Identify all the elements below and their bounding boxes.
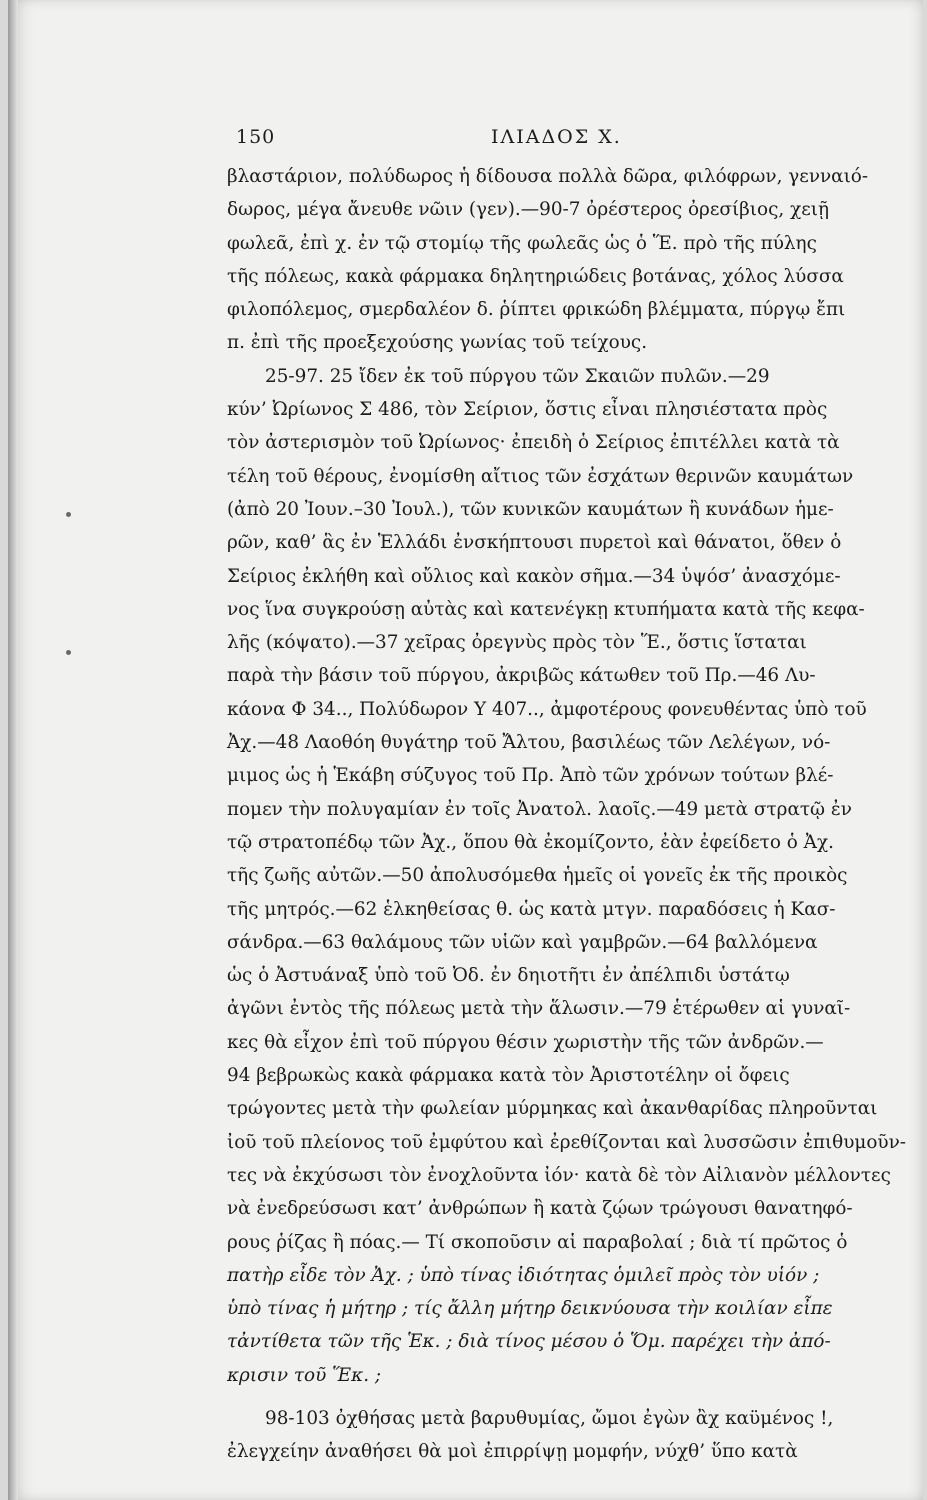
text-line: τέλη τοῦ θέρους, ἐνομίσθη αἴτιος τῶν ἐσχάτων θερινῶν καυμάτων: [227, 465, 854, 487]
text-line: ἰοῦ τοῦ πλείονος τοῦ ἐμφύτου καὶ ἐρεθίζονται καὶ λυσσῶσιν ἐπιθυμοῦν-: [227, 1131, 906, 1153]
text-line: σάνδρα.—63 θαλάμους τῶν υἱῶν καὶ γαμβρῶν.—64 βαλλόμενα: [227, 931, 818, 953]
text-line: πομεν τὴν πολυγαμίαν ἐν τοῖς Ἀνατολ. λαοῖς.—49 μετὰ στρατῷ ἐν: [227, 798, 852, 820]
text-line: (ἀπὸ 20 Ἰουν.–30 Ἰουλ.), τῶν κυνικῶν καυμάτων ἢ κυνάδων ἡμε-: [227, 498, 834, 520]
page-number: 150: [236, 126, 276, 148]
text-line: Σείριος ἐκλήθη καὶ οὔλιος καὶ κακὸν σῆμα.—34 ὑψόσ’ ἀνασχόμε-: [227, 565, 841, 587]
text-line: τῆς πόλεως, κακὰ φάρμακα δηλητηριώδεις βοτάνας, χόλος λύσσα: [227, 265, 844, 287]
text-line: ὑπὸ τίνας ἡ μήτηρ ; τίς ἄλλη μήτηρ δεικνύουσα τὴν κοιλίαν εἶπε: [227, 1298, 833, 1320]
book-page: [8, 0, 923, 1500]
text-line: π. ἐπὶ τῆς προεξεχούσης γωνίας τοῦ τείχους.: [227, 332, 648, 354]
text-line: ρῶν, καθ’ ἃς ἐν Ἑλλάδι ἐνσκήπτουσι πυρετοὶ καὶ θάνατοι, ὅθεν ὁ: [227, 532, 842, 554]
text-line: 94 βεβρωκὼς κακὰ φάρμακα κατὰ τὸν Ἀριστοτέλην οἱ ὄφεις: [227, 1065, 790, 1087]
print-speck: [66, 650, 71, 655]
text-line: δωρος, μέγα ἄνευθε νῶιν (γεν).—90-7 ὀρέστερος ὀρεσίβιος, χειῇ: [227, 199, 829, 221]
text-line: 25-97. 25 ἴδεν ἐκ τοῦ πύργου τῶν Σκαιῶν πυλῶν.—29: [265, 365, 770, 387]
text-line: κες θὰ εἶχον ἐπὶ τοῦ πύργου θέσιν χωριστὴν τῆς τῶν ἀνδρῶν.—: [227, 1031, 824, 1053]
page-binding-edge: [8, 0, 18, 1500]
text-line: κύν’ Ὠρίωνος Σ 486, τὸν Σείριον, ὅστις εἶναι πλησιέστατα πρὸς: [227, 399, 828, 421]
text-line: τὸν ἀστερισμὸν τοῦ Ὠρίωνος· ἐπειδὴ ὁ Σείριος ἐπιτέλλει κατὰ τὰ: [227, 432, 840, 454]
text-line: ὡς ὁ Ἀστυάναξ ὑπὸ τοῦ Ὀδ. ἐν δηιοτῆτι ἐν ἀπέλπιδι ὑστάτῳ: [227, 965, 790, 987]
text-line: παρὰ τὴν βάσιν τοῦ πύργου, ἀκριβῶς κάτωθεν τοῦ Πρ.—46 Λυ-: [227, 665, 816, 687]
text-line: νὰ ἐνεδρεύσωσι κατ’ ἀνθρώπων ἢ κατὰ ζῴων τρώγουσι θανατηφό-: [227, 1198, 853, 1220]
text-line: τῷ στρατοπέδῳ τῶν Ἀχ., ὅπου θὰ ἐκομίζοντο, ἐὰν ἐφείδετο ὁ Ἀχ.: [227, 831, 834, 853]
text-line: κρισιν τοῦ Ἕκ. ;: [227, 1364, 382, 1386]
text-line: φιλοπόλεμος, σμερδαλέον δ. ῥίπτει φρικώδη βλέμματα, πύργῳ ἔπι: [227, 299, 846, 321]
text-line: τες νὰ ἐκχύσωσι τὸν ἐνοχλοῦντα ἰόν· κατὰ δὲ τὸν Αἰλιανὸν μέλλοντες: [227, 1164, 891, 1186]
text-line: τῆς ζωῆς αὐτῶν.—50 ἀπολυσόμεθα ἡμεῖς οἱ γονεῖς ἐκ τῆς προικὸς: [227, 865, 848, 887]
text-line: νος ἵνα συγκρούσῃ αὐτὰς καὶ κατενέγκῃ κτυπήματα κατὰ τῆς κεφα-: [227, 598, 865, 620]
text-line: 98-103 ὀχθήσας μετὰ βαρυθυμίας, ὤμοι ἐγὼν ἂχ καϋμένος !,: [265, 1407, 834, 1429]
text-line: μιμος ὡς ἡ Ἑκάβη σύζυγος τοῦ Πρ. Ἀπὸ τῶν χρόνων τούτων βλέ-: [227, 765, 834, 787]
text-line: βλαστάριον, πολύδωρος ἡ δίδουσα πολλὰ δῶρα, φιλόφρων, γενναιό-: [227, 166, 869, 187]
text-line: τἀντίθετα τῶν τῆς Ἑκ. ; διὰ τίνος μέσου ὁ Ὅμ. παρέχει τὴν ἀπό-: [227, 1331, 831, 1353]
text-line: Ἀχ.—48 Λαοθόη θυγάτηρ τοῦ Ἄλτου, βασιλέως τῶν Λελέγων, νό-: [227, 732, 831, 754]
text-line: φωλεᾶ, ἐπὶ χ. ἐν τῷ στομίῳ τῆς φωλεᾶς ὡς ὁ Ἕ. πρὸ τῆς πύλης: [227, 232, 817, 254]
print-speck: [66, 512, 71, 517]
text-line: ἐλεγχείην ἀναθήσει θὰ μοὶ ἐπιρρίψῃ μομφήν, νύχθ’ ὕπο κατὰ: [227, 1441, 798, 1463]
text-line: τρώγοντες μετὰ τὴν φωλείαν μύρμηκας καὶ ἀκανθαρίδας πληροῦνται: [227, 1098, 878, 1120]
text-line: λῆς (κόψατο).—37 χεῖρας ὀρεγνὺς πρὸς τὸν Ἕ., ὅστις ἵσταται: [227, 632, 807, 654]
page-header: [236, 126, 884, 156]
text-line: τῆς μητρός.—62 ἑλκηθείσας θ. ὡς κατὰ μτγν. παραδόσεις ἡ Κασ-: [227, 898, 836, 920]
text-line: κάονα Φ 34.., Πολύδωρον Υ 407.., ἀμφοτέρους φονευθέντας ὑπὸ τοῦ: [227, 698, 867, 720]
paragraph-gap: [227, 1392, 887, 1402]
text-line: ρους ῥίζας ἢ πόας.— Τί σκοποῦσιν αἱ παραβολαί ; διὰ τί πρῶτος ὁ: [227, 1231, 848, 1253]
text-line: πατὴρ εἶδε τὸν Ἀχ. ; ὑπὸ τίνας ἰδιότητας ὁμιλεῖ πρὸς τὸν υἱόν ;: [227, 1264, 820, 1286]
commentary-text: [227, 160, 906, 1469]
text-line: ἀγῶνι ἐντὸς τῆς πόλεως μετὰ τὴν ἅλωσιν.—79 ἑτέρωθεν αἱ γυναῖ-: [227, 998, 851, 1020]
running-title: ΙΛΙΑΔΟΣ Χ.: [491, 126, 622, 148]
